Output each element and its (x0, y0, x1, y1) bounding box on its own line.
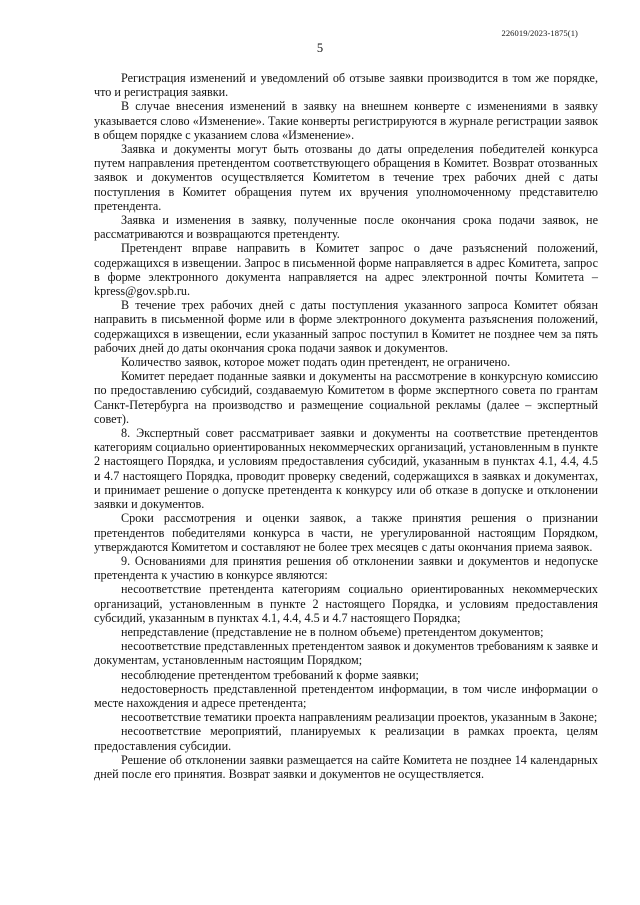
paragraph-rejection-publication: Решение об отклонении заявки размещается на сайте Комитета не позднее 14 календарных дней после его принятия. Возврат заявки и документов не осуществляется. (94, 752, 598, 781)
paragraph-expert-council: Комитет передает поданные заявки и документы на рассмотрение в конкурсную комиссию по предоставлению субсидий, создаваемую Комитетом в форме экспертного совета по грантам Санкт-Петербурга на производство и размещение социальной рекламы (далее – экспертный совет). (94, 369, 598, 426)
list-item-category-mismatch: несоответствие претендента категориям социально ориентированных некоммерческих организаций, установленным в пункте 2 настоящего Порядка, и условиям предоставления субсидий, указанным в пунктах 4.1, 4.4, 4.5 и 4.7 настоящего Порядка; (94, 582, 598, 625)
paragraph-item-9: 9. Основаниями для принятия решения об отклонении заявки и документов и недопуске претендента к участию в конкурсе являются: (94, 553, 598, 583)
list-item-missing-documents: непредставление (представление не в полном объеме) претендентом документов; (121, 624, 544, 639)
page-number: 5 (316, 41, 324, 55)
paragraph-clarification-response: В течение трех рабочих дней с даты поступления указанного запроса Комитет обязан направить в письменной форме или в форме электронного документа разъяснения положений, содержащихся в извещении, если указанный запрос поступил в Комитет не позднее чем за пять рабочих дней до даты окончания срока подачи заявок и документов. (94, 298, 598, 355)
list-item-requirements-mismatch: несоответствие представленных претендентом заявок и документов требованиям к заявке и документам, установленным настоящим Порядком; (94, 639, 598, 668)
paragraph-review-terms: Сроки рассмотрения и оценки заявок, а также принятия решения о признании претендентов победителями конкурса в части, не урегулированной настоящим Порядком, утверждаются Комитетом и составляют не более трех месяцев с даты окончания приема заявок. (94, 511, 598, 554)
paragraph-submission-limit: Количество заявок, которое может подать один претендент, не ограничено. (121, 355, 511, 370)
document-body (94, 71, 598, 781)
paragraph-withdrawal: Заявка и документы могут быть отозваны до даты определения победителей конкурса путем направления претендентом соответствующего обращения в Комитет. Возврат отозванных заявок и документов осуществляется Комитетом в течение трех рабочих дней с даты поступления в Комитет обращения путем их вручения уполномоченному представителю претендента. (94, 142, 598, 213)
paragraph-clarification-request: Претендент вправе направить в Комитет запрос о даче разъяснений положений, содержащихся в извещении. Запрос в письменной форме направляется в адрес Комитета, запрос в форме электронного документа направляется на адрес электронной почты Комитета – kpress@gov.spb.ru. (94, 241, 598, 299)
document-registration-number: 226019/2023-1875(1) (501, 28, 578, 38)
paragraph-change-envelope: В случае внесения изменений в заявку на внешнем конверте с изменениями в заявку указывается слово «Изменение». Такие конверты регистрируются в журнале регистрации заявок в общем порядке с указанием слова «Изменение». (94, 99, 598, 142)
paragraph-change-registration: Регистрация изменений и уведомлений об отзыве заявки производится в том же порядке, что и регистрация заявки. (94, 71, 598, 100)
list-item-topic-mismatch: несоответствие тематики проекта направлениям реализации проектов, указанным в Законе; (121, 710, 598, 725)
paragraph-late-submissions: Заявка и изменения в заявку, полученные после окончания срока подачи заявок, не рассматриваются и возвращаются претенденту. (94, 213, 598, 242)
list-item-false-information: недостоверность представленной претендентом информации, в том числе информации о месте нахождения и адресе претендента; (94, 681, 598, 710)
list-item-activities-mismatch: несоответствие мероприятий, планируемых к реализации в рамках проекта, целям предоставления субсидии. (94, 724, 598, 753)
paragraph-item-8: 8. Экспертный совет рассматривает заявки и документы на соответствие претендентов категориям социально ориентированных некоммерческих организаций, установленным в пункте 2 настоящего Порядка, и условиям предоставления субсидий, указанным в пунктах 4.1, 4.4, 4.5 и 4.7 настоящего Порядка, проводит проверку сведений, содержащихся в заявках и документах, и принимает решение о допуске претендента к конкурсу или об отказе в допуске и отклонении заявки и документов. (94, 426, 598, 512)
list-item-form-noncompliance: несоблюдение претендентом требований к форме заявки; (121, 667, 419, 682)
